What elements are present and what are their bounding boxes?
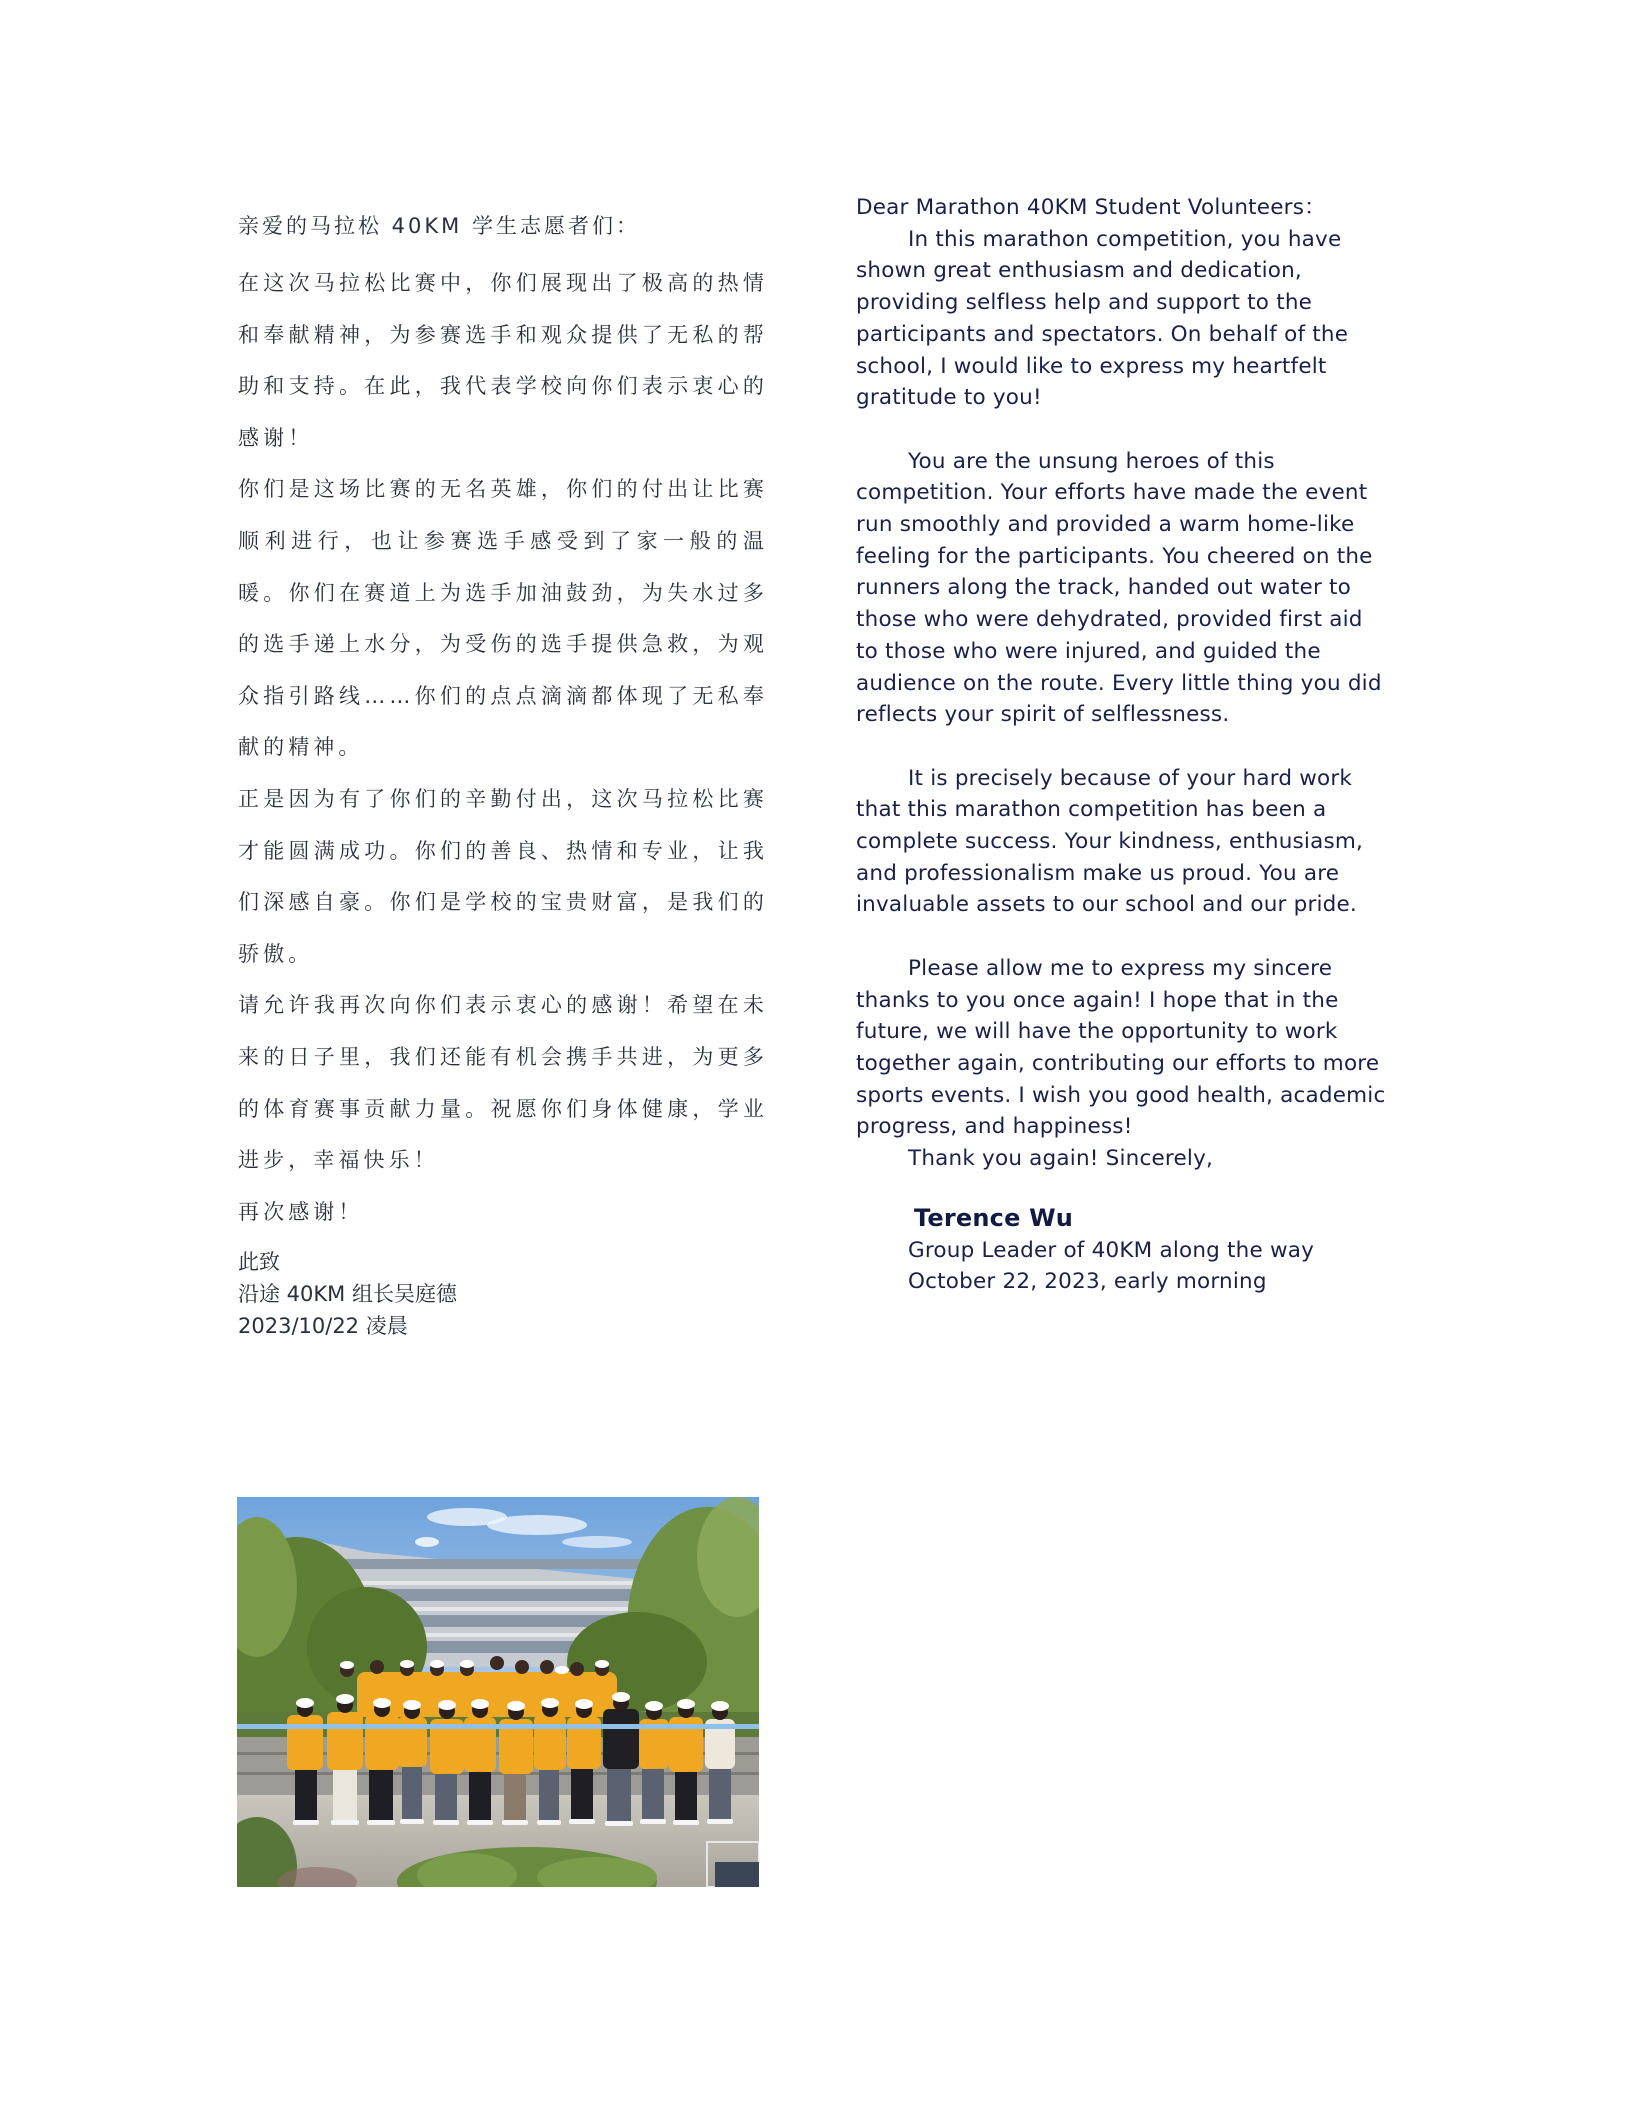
zh-greeting: 亲爱的马拉松 40KM 学生志愿者们： (238, 214, 640, 238)
zh-paragraph-4: 请允许我再次向你们表示衷心的感谢！希望在未来的日子里，我们还能有机会携手共进，为更多的体育赛事贡献力量。祝愿你们身体健康，学业进步，幸福快乐！ (238, 993, 768, 1173)
zh-signature-block (238, 1246, 768, 1342)
zh-paragraph-3: 正是因为有了你们的辛勤付出，这次马拉松比赛才能圆满成功。你们的善良、热情和专业，让我们深感自豪。你们是学校的宝贵财富，是我们的骄傲。 (238, 786, 768, 966)
en-signer-role: Group Leader of 40KM along the way (908, 1237, 1315, 1263)
en-closing: Thank you again! Sincerely, (908, 1146, 1214, 1172)
zh-closing: 再次感谢！ (238, 1199, 364, 1224)
paragraph-gap (856, 731, 1386, 763)
blue-ribbon (237, 1724, 759, 1729)
en-signer-name: Terence Wu (914, 1203, 1074, 1232)
paragraph-gap (856, 921, 1386, 953)
paragraph-gap (856, 414, 1386, 446)
zh-paragraph-2: 你们是这场比赛的无名英雄，你们的付出让比赛顺利进行，也让参赛选手感受到了家一般的温暖。你们在赛道上为选手加油鼓劲，为失水过多的选手递上水分，为受伤的选手提供急救，为观众指引路线……你们的点点滴滴都体现了无私奉献的精神。 (238, 477, 768, 760)
en-paragraph-4: Please allow me to express my sincere thanks to you once again! I hope that in the future, we will have the opportunity to work together again, contributing our efforts to more sports events. I wish you good health, academic progress, and happiness! (856, 955, 1386, 1140)
zh-date: 2023/10/22 凌晨 (238, 1314, 408, 1339)
en-greeting: Dear Marathon 40KM Student Volunteers： (856, 195, 1326, 220)
zh-signer: 沿途 40KM 组长吴庭德 (238, 1282, 457, 1307)
volunteer-group-photo (237, 1497, 759, 1887)
en-paragraph-3: It is precisely because of your hard work that this marathon competition has been a complete success. Your kindness, enthusiasm, and professionalism make us proud. You are invaluable assets to our school and our pride. (856, 765, 1364, 918)
en-signature-block (856, 1201, 1386, 1298)
zh-sign-off: 此致 (238, 1250, 280, 1275)
photo-illustration (237, 1497, 759, 1887)
chinese-letter (238, 206, 768, 1342)
english-letter (856, 192, 1386, 1298)
en-date: October 22, 2023, early morning (908, 1269, 1267, 1295)
en-paragraph-1: In this marathon competition, you have shown great enthusiasm and dedication, providing selfless help and support to the participants and spectators. On behalf of the school, I would like to express my heartfelt gratitude to you! (856, 226, 1349, 411)
en-paragraph-2: You are the unsung heroes of this competition. Your efforts have made the event run smoothly and provided a warm home-like feeling for the participants. You cheered on the runners along the track, handed out water to those who were dehydrated, provided first aid to those who were injured, and guided the audience on the route. Every little thing you did reflects your spirit of selflessness. (856, 448, 1382, 728)
zh-paragraph-1: 在这次马拉松比赛中，你们展现出了极高的热情和奉献精神，为参赛选手和观众提供了无私的帮助和支持。在此，我代表学校向你们表示衷心的感谢！ (238, 271, 768, 450)
